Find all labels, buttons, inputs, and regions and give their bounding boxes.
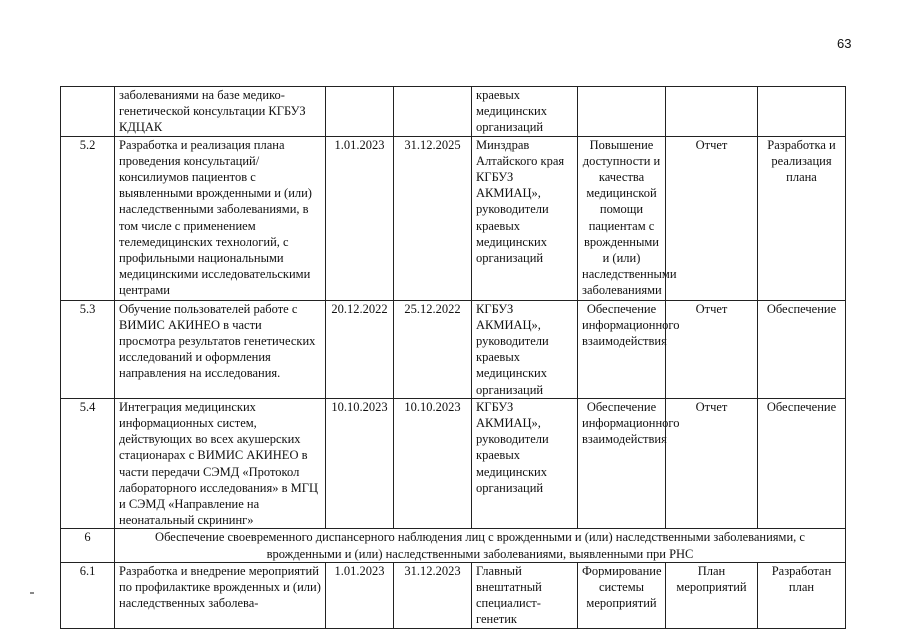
section-row — [61, 529, 846, 562]
report-form: Отчет — [666, 136, 758, 300]
row-number — [61, 87, 115, 137]
measure-name: Обучение пользователей работе с ВИМИС АКИНЕО в части просмотра результатов генетических исследований и оформления направления на исследования. — [115, 300, 326, 398]
executors: Главный внештатный специалист-генетик — [472, 562, 578, 628]
executors: КГБУЗ АКМИАЦ», руководители краевых медицинских организаций — [472, 300, 578, 398]
section-title: Обеспечение своевременного диспансерного наблюдения лиц с врожденными и (или) наследственными заболеваниями, с врожденными и (или) наследственными заболеваниями, выявленными при РНС — [115, 529, 846, 562]
table-row — [61, 87, 846, 137]
executors: краевых медицинских организаций — [472, 87, 578, 137]
row-number: 6.1 — [61, 562, 115, 628]
start-date: 20.12.2022 — [326, 300, 394, 398]
indicator: Обеспечение — [758, 398, 846, 529]
start-date: 1.01.2023 — [326, 136, 394, 300]
report-form: План мероприятий — [666, 562, 758, 628]
start-date: 1.01.2023 — [326, 562, 394, 628]
end-date: 31.12.2023 — [394, 562, 472, 628]
page-number: 63 — [837, 36, 852, 51]
executors: КГБУЗ АКМИАЦ», руководители краевых медицинских организаций — [472, 398, 578, 529]
report-form: Отчет — [666, 398, 758, 529]
expected-result: Обеспечение информационного взаимодействия — [578, 300, 666, 398]
row-number: 5.2 — [61, 136, 115, 300]
row-number: 5.3 — [61, 300, 115, 398]
table-row — [61, 562, 846, 628]
end-date — [394, 87, 472, 137]
expected-result: Формирование системы мероприятий — [578, 562, 666, 628]
table-row — [61, 398, 846, 529]
table-row — [61, 300, 846, 398]
measure-name: заболеваниями на базе медико-генетической консультации КГБУЗ КДЦАК — [115, 87, 326, 137]
measure-name: Разработка и внедрение мероприятий по профилактике врожденных и (или) наследственных заболева- — [115, 562, 326, 628]
end-date: 10.10.2023 — [394, 398, 472, 529]
scan-artifact — [30, 592, 34, 594]
expected-result — [578, 87, 666, 137]
expected-result: Обеспечение информационного взаимодействия — [578, 398, 666, 529]
report-form: Отчет — [666, 300, 758, 398]
indicator — [758, 87, 846, 137]
report-form — [666, 87, 758, 137]
table-row — [61, 136, 846, 300]
end-date: 31.12.2025 — [394, 136, 472, 300]
measures-table — [60, 86, 846, 629]
row-number: 5.4 — [61, 398, 115, 529]
section-number: 6 — [61, 529, 115, 562]
executors: Минздрав Алтайского края КГБУЗ АКМИАЦ», руководители краевых медицинских организаций — [472, 136, 578, 300]
measure-name: Интеграция медицинских информационных систем, действующих во всех акушерских стационарах с ВИМИС АКИНЕО в части передачи СЭМД «Протокол лабораторного исследования» в МГЦ и СЭМД «Направление на неонатальный скрининг» — [115, 398, 326, 529]
end-date: 25.12.2022 — [394, 300, 472, 398]
measure-name: Разработка и реализация плана проведения консультаций/консилиумов пациентов с выявленными врожденными и (или) наследственными заболеваниями, в том числе с применением телемедицинских технологий, с профильными национальными медицинскими исследовательскими центрами — [115, 136, 326, 300]
start-date — [326, 87, 394, 137]
indicator: Разработан план — [758, 562, 846, 628]
indicator: Обеспечение — [758, 300, 846, 398]
start-date: 10.10.2023 — [326, 398, 394, 529]
expected-result: Повышение доступности и качества медицинской помощи пациентам с врожденными и (или) наследственными заболеваниями — [578, 136, 666, 300]
indicator: Разработка и реализация плана — [758, 136, 846, 300]
